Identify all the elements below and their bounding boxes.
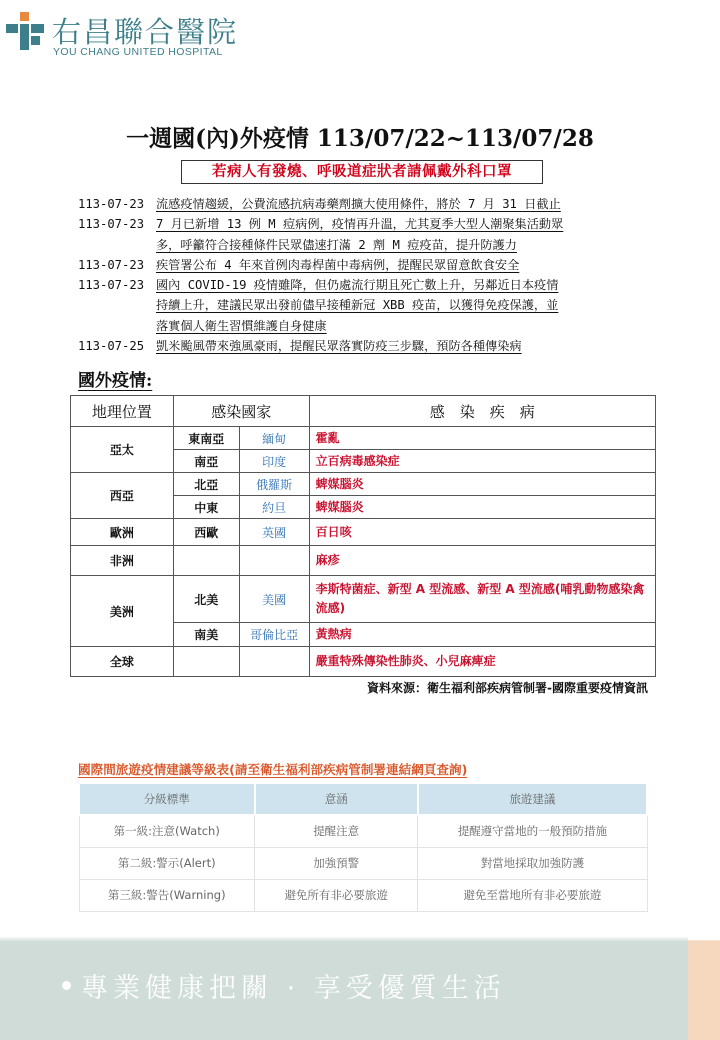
mask-warning-box: 若病人有發燒、呼吸道症狀者請佩戴外科口罩 bbox=[181, 160, 543, 184]
travel-meaning: 提醒注意 bbox=[255, 815, 418, 847]
hospital-logo bbox=[6, 8, 266, 58]
travel-meaning: 加強預警 bbox=[255, 847, 418, 879]
disease-cell: 麻疹 bbox=[309, 546, 655, 576]
region-cell: 美洲 bbox=[71, 576, 174, 647]
news-text-line: 多，呼籲符合接種條件民眾儘速打滿 2 劑 M 痘疫苗，提升防護力 bbox=[156, 237, 517, 252]
table-row bbox=[71, 473, 656, 496]
subregion-cell: 中東 bbox=[173, 496, 239, 519]
travel-header-row bbox=[79, 783, 647, 815]
logo-english-name: YOU CHANG UNITED HOSPITAL bbox=[53, 46, 223, 58]
news-item bbox=[78, 275, 658, 336]
domestic-news-list bbox=[78, 194, 658, 356]
travel-level: 第三級:警告(Warning) bbox=[79, 879, 255, 911]
news-date: 113-07-23 bbox=[78, 257, 145, 272]
region-cell: 非洲 bbox=[71, 546, 174, 576]
travel-advisory-title: 國際間旅遊疫情建議等級表(請至衛生福利部疾病管制署連結網頁查詢) bbox=[78, 762, 468, 777]
page-title: 一週國(內)外疫情 113/07/22~113/07/28 bbox=[126, 125, 594, 152]
news-text-line: 凱米颱風帶來強風豪雨，提醒民眾落實防疫三步驟，預防各種傳染病 bbox=[156, 339, 522, 354]
news-text bbox=[156, 194, 658, 214]
travel-row bbox=[79, 847, 647, 879]
country-cell: 英國 bbox=[239, 519, 309, 546]
news-text bbox=[156, 336, 658, 356]
header-region: 地理位置 bbox=[71, 396, 174, 427]
table-row bbox=[71, 519, 656, 546]
travel-advice: 對當地採取加強防護 bbox=[418, 847, 647, 879]
news-item bbox=[78, 214, 658, 255]
country-cell: 俄羅斯 bbox=[239, 473, 309, 496]
disease-cell: 霍亂 bbox=[309, 427, 655, 450]
footer-slogan bbox=[62, 966, 506, 1005]
header-disease: 感 染 疾 病 bbox=[309, 396, 655, 427]
country-cell: 印度 bbox=[239, 450, 309, 473]
news-text-line: 落實個人衛生習慣維護自身健康 bbox=[156, 318, 327, 333]
footer-slogan-text: 專業健康把關 · 享受優質生活 bbox=[81, 973, 506, 1004]
news-date: 113-07-23 bbox=[78, 278, 145, 293]
footer-fade bbox=[0, 936, 720, 942]
disease-cell: 李斯特菌症、新型 A 型流感、新型 A 型流感(哺乳動物感染禽流感) bbox=[309, 576, 655, 623]
news-text bbox=[156, 255, 658, 275]
subregion-cell bbox=[173, 546, 239, 576]
travel-row bbox=[79, 815, 647, 847]
travel-level: 第二級:警示(Alert) bbox=[79, 847, 255, 879]
news-text bbox=[156, 214, 658, 255]
header-country: 感染國家 bbox=[173, 396, 309, 427]
news-item bbox=[78, 194, 658, 214]
disease-cell: 蜱媒腦炎 bbox=[309, 473, 655, 496]
news-date: 113-07-23 bbox=[78, 217, 145, 232]
country-cell: 哥倫比亞 bbox=[239, 623, 309, 647]
disease-cell: 百日咳 bbox=[309, 519, 655, 546]
region-cell: 全球 bbox=[71, 647, 174, 677]
region-cell: 西亞 bbox=[71, 473, 174, 519]
bullet-dot-icon bbox=[62, 981, 71, 990]
news-text-line: 國內 COVID-19 疫情雖降，但仍處流行期且死亡數上升，另鄰近日本疫情 bbox=[156, 278, 559, 293]
subregion-cell: 北美 bbox=[173, 576, 239, 623]
country-cell: 約旦 bbox=[239, 496, 309, 519]
subregion-cell: 南美 bbox=[173, 623, 239, 647]
data-source: 資料來源：衛生福利部疾病管制署-國際重要疫情資訊 bbox=[367, 681, 648, 695]
country-cell bbox=[239, 546, 309, 576]
travel-level: 第一級:注意(Watch) bbox=[79, 815, 255, 847]
news-text bbox=[156, 275, 658, 336]
disease-cell: 蜱媒腦炎 bbox=[309, 496, 655, 519]
logo-chinese-name: 右昌聯合醫院 bbox=[52, 15, 239, 49]
table-row bbox=[71, 576, 656, 623]
travel-advisory-table bbox=[78, 782, 648, 912]
region-cell: 歐洲 bbox=[71, 519, 174, 546]
medical-cross-icon bbox=[6, 12, 46, 52]
region-cell: 亞太 bbox=[71, 427, 174, 473]
travel-header-meaning: 意涵 bbox=[255, 783, 418, 815]
foreign-epidemic-heading: 國外疫情: bbox=[78, 371, 153, 391]
subregion-cell: 南亞 bbox=[173, 450, 239, 473]
country-cell bbox=[239, 647, 309, 677]
table-header-row bbox=[71, 396, 656, 427]
country-cell: 美國 bbox=[239, 576, 309, 623]
news-text-line: 7 月已新增 13 例 M 痘病例，疫情再升溫，尤其夏季大型人潮聚集活動眾 bbox=[156, 217, 564, 232]
foreign-disease-table bbox=[70, 395, 656, 677]
news-date: 113-07-25 bbox=[78, 339, 145, 354]
travel-header-level: 分級標準 bbox=[79, 783, 255, 815]
travel-row bbox=[79, 879, 647, 911]
news-item bbox=[78, 255, 658, 275]
subregion-cell bbox=[173, 647, 239, 677]
news-text-line: 疾管署公布 4 年來首例肉毒桿菌中毒病例，提醒民眾留意飲食安全 bbox=[156, 257, 520, 272]
table-row bbox=[71, 427, 656, 450]
table-row bbox=[71, 546, 656, 576]
subregion-cell: 東南亞 bbox=[173, 427, 239, 450]
disease-cell: 立百病毒感染症 bbox=[309, 450, 655, 473]
news-item bbox=[78, 336, 658, 356]
subregion-cell: 北亞 bbox=[173, 473, 239, 496]
travel-header-advice: 旅遊建議 bbox=[418, 783, 647, 815]
news-text-line: 流感疫情趨緩，公費流感抗病毒藥劑擴大使用條件，將於 7 月 31 日截止 bbox=[156, 197, 561, 211]
news-text-line: 持續上升，建議民眾出發前儘早接種新冠 XBB 疫苗，以獲得免疫保護，並 bbox=[156, 298, 559, 313]
disease-cell: 嚴重特殊傳染性肺炎、小兒麻痺症 bbox=[309, 647, 655, 677]
table-row bbox=[71, 647, 656, 677]
travel-meaning: 避免所有非必要旅遊 bbox=[255, 879, 418, 911]
travel-advice: 避免至當地所有非必要旅遊 bbox=[418, 879, 647, 911]
disease-cell: 黃熱病 bbox=[309, 623, 655, 647]
news-date: 113-07-23 bbox=[78, 197, 145, 211]
subregion-cell: 西歐 bbox=[173, 519, 239, 546]
travel-advice: 提醒遵守當地的一般預防措施 bbox=[418, 815, 647, 847]
country-cell: 緬甸 bbox=[239, 427, 309, 450]
